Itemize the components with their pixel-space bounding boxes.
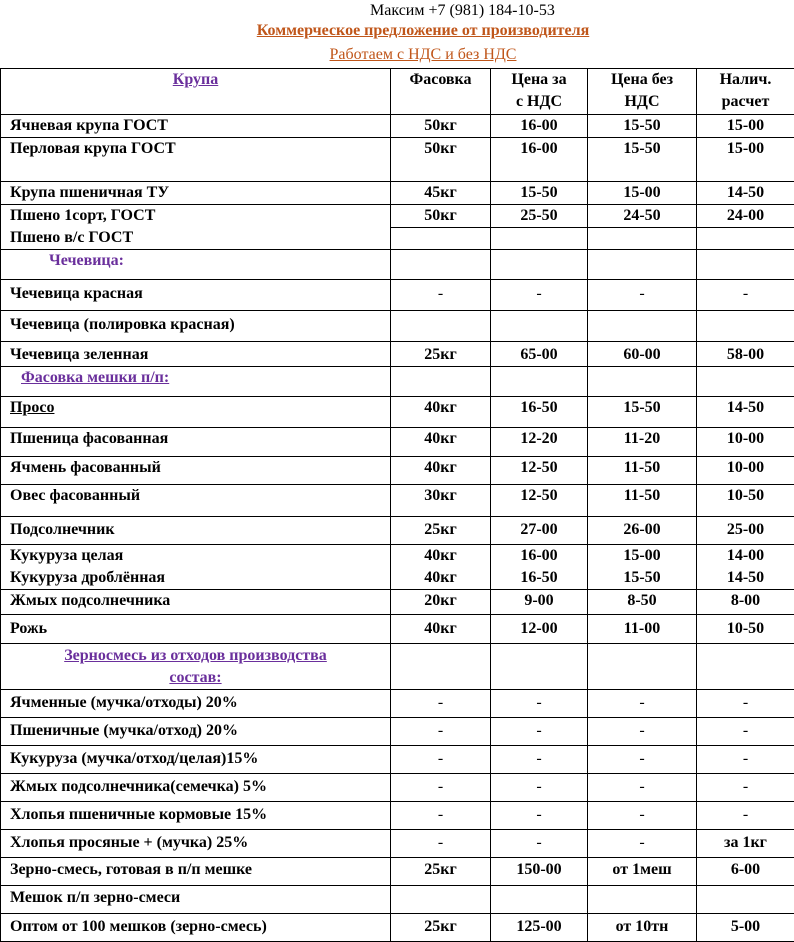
pack-cell [391, 644, 491, 690]
product-name-group [1, 545, 391, 590]
contact-line: Максим +7 (981) 184-10-53 [370, 2, 555, 20]
product-name: Чечевица зеленная [1, 342, 391, 367]
product-name: Пшеничные (мучка/отход) 20% [1, 718, 391, 746]
price-cash-cell: 14-50 [697, 182, 794, 205]
price-cash-cell: за 1кг [697, 830, 794, 858]
column-header-vat: Цена за с НДС [491, 69, 588, 115]
product-name: Рожь [1, 615, 391, 644]
price-novat-cell: - [588, 690, 697, 718]
pack-cell: - [391, 746, 491, 774]
pack-cell: 25кг [391, 914, 491, 942]
table-row [1, 280, 794, 311]
product-name: Пшено 1сорт, ГОСТ [10, 205, 390, 227]
price-vat-cell [491, 367, 588, 397]
product-name: Оптом от 100 мешков (зерно-смесь) [1, 914, 391, 942]
price-cash-cell: 6-00 [697, 858, 794, 886]
price-cash-cell: - [697, 746, 794, 774]
product-name: Чечевица красная [1, 280, 391, 311]
price-vat-cell: 12-50 [491, 457, 588, 485]
price-cash-cell: 24-00 [697, 205, 794, 228]
table-header-row [1, 69, 794, 115]
pack-cell: 25кг [391, 517, 491, 545]
product-name: Кукуруза (мучка/отход/целая)15% [1, 746, 391, 774]
pack-cell: 50кг [391, 115, 491, 138]
table-row [1, 205, 794, 228]
category-title: Зерносмесь из отходов производства состав: [1, 644, 391, 690]
price-vat-cell: 150-00 [491, 858, 588, 886]
price-vat-cell: - [491, 280, 588, 311]
table-row [1, 774, 794, 802]
pack-cell: - [391, 718, 491, 746]
price-novat-cell: от 10тн [588, 914, 697, 942]
table-row [1, 182, 794, 205]
price-vat-cell: 27-00 [491, 517, 588, 545]
price-cash-cell: 15-00 [697, 115, 794, 138]
table-row [1, 830, 794, 858]
category-row [1, 644, 794, 690]
pack-cell: 25кг [391, 342, 491, 367]
price-vat-cell: - [491, 774, 588, 802]
price-novat-cell: 15-00 15-50 [588, 545, 697, 590]
price-vat-cell: 9-00 [491, 590, 588, 615]
price-cash-cell: - [697, 690, 794, 718]
pack-cell: - [391, 690, 491, 718]
price-vat-cell: 16-50 [491, 397, 588, 428]
price-novat-cell: 15-50 [588, 138, 697, 182]
price-novat-cell: 26-00 [588, 517, 697, 545]
price-vat-cell [491, 228, 588, 250]
pack-cell: 20кг [391, 590, 491, 615]
product-name: Зерно-смесь, готовая в п/п мешке [1, 858, 391, 886]
pack-cell: 25кг [391, 858, 491, 886]
table-row [1, 517, 794, 545]
table-row [1, 428, 794, 457]
price-vat-cell: 15-50 [491, 182, 588, 205]
price-novat-cell: 11-20 [588, 428, 697, 457]
product-name: Ячневая крупа ГОСТ [1, 115, 391, 138]
pack-cell [391, 250, 491, 280]
product-name: Хлопья просяные + (мучка) 25% [1, 830, 391, 858]
pack-cell: 40кг 40кг [391, 545, 491, 590]
table-row [1, 342, 794, 367]
table-row [1, 590, 794, 615]
pack-cell: 45кг [391, 182, 491, 205]
table-row [1, 718, 794, 746]
price-cash-cell: 14-50 [697, 397, 794, 428]
price-novat-cell: - [588, 802, 697, 830]
price-vat-cell [491, 311, 588, 342]
pack-cell [391, 886, 491, 914]
product-name: Подсолнечник [1, 517, 391, 545]
product-name: Просо [1, 397, 391, 428]
price-novat-cell: 15-50 [588, 115, 697, 138]
product-name: Жмых подсолнечника(семечка) 5% [1, 774, 391, 802]
price-novat-cell: 11-50 [588, 485, 697, 517]
price-vat-cell: 16-00 [491, 138, 588, 182]
price-vat-cell [491, 886, 588, 914]
price-vat-cell: 25-50 [491, 205, 588, 228]
product-name: Овес фасованный [1, 485, 391, 517]
table-row [1, 457, 794, 485]
pack-cell: - [391, 830, 491, 858]
table-row [1, 615, 794, 644]
price-table [0, 68, 794, 942]
price-cash-cell [697, 644, 794, 690]
pack-cell [391, 367, 491, 397]
price-vat-cell: 16-00 16-50 [491, 545, 588, 590]
price-novat-cell [588, 644, 697, 690]
price-novat-cell [588, 886, 697, 914]
price-vat-cell [491, 250, 588, 280]
price-novat-cell: 8-50 [588, 590, 697, 615]
price-vat-cell: 12-20 [491, 428, 588, 457]
price-vat-cell: 12-50 [491, 485, 588, 517]
price-cash-cell [697, 311, 794, 342]
table-row [1, 886, 794, 914]
price-cash-cell: 10-00 [697, 428, 794, 457]
pack-cell: - [391, 802, 491, 830]
product-name: Ячменные (мучка/отходы) 20% [1, 690, 391, 718]
product-name: Кукуруза целая [10, 545, 390, 567]
price-vat-cell: 12-00 [491, 615, 588, 644]
price-novat-cell: - [588, 746, 697, 774]
price-cash-cell [697, 886, 794, 914]
column-header-pack: Фасовка [391, 69, 491, 115]
price-novat-cell [588, 250, 697, 280]
table-row [1, 485, 794, 517]
price-cash-cell: 10-50 [697, 615, 794, 644]
column-header-cash: Налич. расчет [697, 69, 794, 115]
product-name: Крупа пшеничная ТУ [1, 182, 391, 205]
column-header-name: Крупа [1, 69, 391, 115]
price-novat-cell: - [588, 718, 697, 746]
pack-cell: 40кг [391, 457, 491, 485]
price-cash-cell: 25-00 [697, 517, 794, 545]
product-name: Чечевица (полировка красная) [1, 311, 391, 342]
product-name: Жмых подсолнечника [1, 590, 391, 615]
category-title: Фасовка мешки п/п: [1, 367, 391, 397]
price-vat-cell: - [491, 802, 588, 830]
category-title: Чечевица: [1, 250, 391, 280]
pack-cell: - [391, 774, 491, 802]
price-novat-cell: 15-50 [588, 397, 697, 428]
table-row [1, 545, 794, 590]
price-cash-cell: 8-00 [697, 590, 794, 615]
price-novat-cell: от 1меш [588, 858, 697, 886]
product-name: Ячмень фасованный [1, 457, 391, 485]
pack-cell: 30кг [391, 485, 491, 517]
product-name: Пшеница фасованная [1, 428, 391, 457]
pack-cell: 40кг [391, 428, 491, 457]
pack-cell [391, 311, 491, 342]
price-novat-cell: - [588, 774, 697, 802]
category-row [1, 250, 794, 280]
price-novat-cell: 11-50 [588, 457, 697, 485]
table-row [1, 802, 794, 830]
price-cash-cell: - [697, 280, 794, 311]
price-vat-cell: 125-00 [491, 914, 588, 942]
price-cash-cell: - [697, 718, 794, 746]
category-row [1, 367, 794, 397]
price-cash-cell: 10-50 [697, 485, 794, 517]
price-cash-cell: - [697, 802, 794, 830]
product-name: Пшено в/с ГОСТ [10, 227, 390, 249]
price-novat-cell: 60-00 [588, 342, 697, 367]
price-novat-cell [588, 311, 697, 342]
price-cash-cell: 15-00 [697, 138, 794, 182]
table-row [1, 311, 794, 342]
table-row [1, 115, 794, 138]
price-cash-cell: 5-00 [697, 914, 794, 942]
price-vat-cell [491, 644, 588, 690]
price-vat-cell: 16-00 [491, 115, 588, 138]
price-novat-cell: 15-00 [588, 182, 697, 205]
price-cash-cell: 10-00 [697, 457, 794, 485]
price-novat-cell: 11-00 [588, 615, 697, 644]
product-name: Перловая крупа ГОСТ [1, 138, 391, 182]
price-vat-cell: - [491, 718, 588, 746]
pack-cell: 40кг [391, 397, 491, 428]
table-row [1, 858, 794, 886]
offer-subtitle: Работаем с НДС и без НДС [0, 46, 794, 64]
price-vat-cell: - [491, 830, 588, 858]
price-novat-cell: 24-50 [588, 205, 697, 228]
offer-header [0, 0, 794, 69]
price-vat-cell: 65-00 [491, 342, 588, 367]
table-row [1, 914, 794, 942]
product-name: Кукуруза дроблённая [10, 567, 390, 589]
price-novat-cell: - [588, 280, 697, 311]
product-name-group [1, 205, 391, 250]
table-row [1, 690, 794, 718]
price-cash-cell [697, 228, 794, 250]
product-name: Хлопья пшеничные кормовые 15% [1, 802, 391, 830]
pack-cell: 40кг [391, 615, 491, 644]
price-vat-cell: - [491, 690, 588, 718]
table-row [1, 746, 794, 774]
pack-cell: 50кг [391, 205, 491, 228]
price-cash-cell [697, 250, 794, 280]
pack-cell: 50кг [391, 138, 491, 182]
price-vat-cell: - [491, 746, 588, 774]
price-novat-cell [588, 228, 697, 250]
product-name: Мешок п/п зерно-смеси [1, 886, 391, 914]
pack-cell [391, 228, 491, 250]
price-cash-cell: - [697, 774, 794, 802]
table-row [1, 397, 794, 428]
table-row [1, 138, 794, 182]
column-header-novat: Цена без НДС [588, 69, 697, 115]
price-cash-cell [697, 367, 794, 397]
price-cash-cell: 58-00 [697, 342, 794, 367]
price-novat-cell: - [588, 830, 697, 858]
offer-title: Коммерческое предложение от производителя [0, 22, 794, 40]
pack-cell: - [391, 280, 491, 311]
price-novat-cell [588, 367, 697, 397]
price-cash-cell: 14-00 14-50 [697, 545, 794, 590]
